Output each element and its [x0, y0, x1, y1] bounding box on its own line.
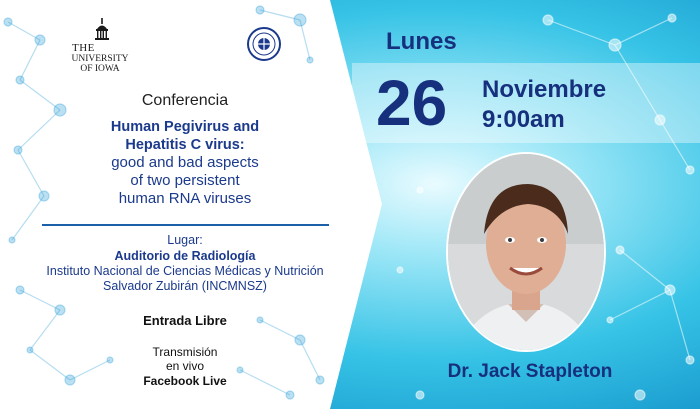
talk-subtitle: good and bad aspects of two persistent human RNA viruses	[111, 154, 259, 207]
university-of-iowa-logo	[71, 18, 129, 76]
institution-line2: Salvador Zubirán (INCMNSZ)	[103, 279, 267, 293]
divider-line	[42, 224, 329, 226]
speaker-name: Dr. Jack Stapleton	[447, 361, 613, 382]
event-day: Lunes	[386, 28, 457, 55]
event-date-number: 26	[376, 67, 448, 139]
venue-name: Auditorio de Radiología	[114, 249, 256, 263]
talk-title: Human Pegivirus and Hepatitis C virus:	[110, 119, 260, 153]
admission-text: Entrada Libre	[143, 313, 227, 328]
uiowa-name-text: UNIVERSITY OF IOWA	[71, 54, 129, 74]
event-time: 9:00am	[482, 106, 565, 133]
event-type-label: Conferencia	[141, 92, 229, 109]
stream-platform: Facebook Live	[143, 374, 227, 388]
location-label: Lugar:	[167, 233, 203, 247]
stream-line1: Transmisión	[152, 345, 218, 359]
stream-line2: en vivo	[165, 359, 205, 373]
event-month: Noviembre	[482, 76, 607, 103]
incmnsz-seal-icon	[246, 26, 282, 62]
speaker-photo	[446, 152, 606, 352]
institution-line1: Instituto Nacional de Ciencias Médicas y Nutrición	[46, 264, 324, 278]
uiowa-capitol-icon	[94, 18, 110, 42]
uiowa-the-text: THE	[72, 42, 95, 54]
